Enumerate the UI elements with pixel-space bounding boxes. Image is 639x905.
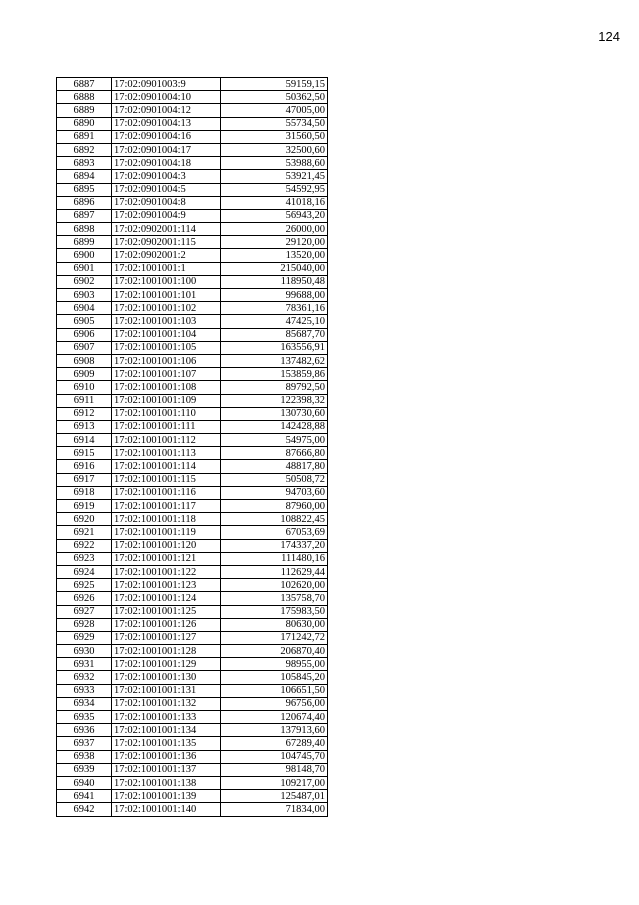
table-row — [57, 526, 328, 539]
row-number-cell: 6931 — [57, 658, 112, 671]
cadastral-value-cell: 13520,00 — [221, 249, 328, 262]
cadastral-value-cell: 96756,00 — [221, 697, 328, 710]
table-row — [57, 539, 328, 552]
cadastral-value-cell: 53988,60 — [221, 157, 328, 170]
cadastral-number-cell: 17:02:0901004:10 — [112, 91, 221, 104]
table-row — [57, 776, 328, 789]
cadastral-value-cell: 98955,00 — [221, 658, 328, 671]
table-row — [57, 790, 328, 803]
cadastral-number-cell: 17:02:0901004:12 — [112, 104, 221, 117]
cadastral-number-cell: 17:02:1001001:127 — [112, 631, 221, 644]
table-row — [57, 631, 328, 644]
cadastral-number-cell: 17:02:0901004:3 — [112, 170, 221, 183]
row-number-cell: 6927 — [57, 605, 112, 618]
table-row — [57, 381, 328, 394]
cadastral-number-cell: 17:02:1001001:123 — [112, 579, 221, 592]
row-number-cell: 6926 — [57, 592, 112, 605]
table-row — [57, 104, 328, 117]
row-number-cell: 6914 — [57, 434, 112, 447]
cadastral-value-cell: 29120,00 — [221, 236, 328, 249]
cadastral-value-cell: 163556,91 — [221, 341, 328, 354]
cadastral-number-cell: 17:02:1001001:100 — [112, 275, 221, 288]
cadastral-value-cell: 109217,00 — [221, 776, 328, 789]
cadastral-number-cell: 17:02:0901004:18 — [112, 157, 221, 170]
table-row — [57, 91, 328, 104]
cadastral-value-cell: 50362,50 — [221, 91, 328, 104]
cadastral-value-cell: 105845,20 — [221, 671, 328, 684]
cadastral-number-cell: 17:02:1001001:117 — [112, 500, 221, 513]
cadastral-value-cell: 215040,00 — [221, 262, 328, 275]
cadastral-value-cell: 175983,50 — [221, 605, 328, 618]
row-number-cell: 6900 — [57, 249, 112, 262]
table-row — [57, 513, 328, 526]
cadastral-value-table — [56, 77, 328, 817]
cadastral-number-cell: 17:02:0901004:13 — [112, 117, 221, 130]
row-number-cell: 6930 — [57, 645, 112, 658]
row-number-cell: 6915 — [57, 447, 112, 460]
row-number-cell: 6904 — [57, 302, 112, 315]
cadastral-value-cell: 108822,45 — [221, 513, 328, 526]
row-number-cell: 6898 — [57, 223, 112, 236]
cadastral-number-cell: 17:02:1001001:136 — [112, 750, 221, 763]
row-number-cell: 6889 — [57, 104, 112, 117]
cadastral-value-cell: 171242,72 — [221, 631, 328, 644]
cadastral-value-cell: 104745,70 — [221, 750, 328, 763]
cadastral-value-cell: 137482,62 — [221, 354, 328, 367]
cadastral-number-cell: 17:02:1001001:102 — [112, 302, 221, 315]
row-number-cell: 6935 — [57, 711, 112, 724]
table-row — [57, 117, 328, 130]
cadastral-value-cell: 118950,48 — [221, 275, 328, 288]
cadastral-number-cell: 17:02:1001001:126 — [112, 618, 221, 631]
row-number-cell: 6910 — [57, 381, 112, 394]
row-number-cell: 6919 — [57, 500, 112, 513]
cadastral-number-cell: 17:02:0901004:5 — [112, 183, 221, 196]
cadastral-value-cell: 206870,40 — [221, 645, 328, 658]
row-number-cell: 6938 — [57, 750, 112, 763]
cadastral-number-cell: 17:02:1001001:139 — [112, 790, 221, 803]
table-row — [57, 223, 328, 236]
row-number-cell: 6941 — [57, 790, 112, 803]
cadastral-number-cell: 17:02:1001001:1 — [112, 262, 221, 275]
table-row — [57, 565, 328, 578]
cadastral-value-cell: 94703,60 — [221, 486, 328, 499]
cadastral-value-cell: 89792,50 — [221, 381, 328, 394]
cadastral-number-cell: 17:02:1001001:115 — [112, 473, 221, 486]
row-number-cell: 6905 — [57, 315, 112, 328]
cadastral-number-cell: 17:02:1001001:130 — [112, 671, 221, 684]
cadastral-number-cell: 17:02:1001001:138 — [112, 776, 221, 789]
cadastral-value-cell: 32500,60 — [221, 143, 328, 156]
row-number-cell: 6936 — [57, 724, 112, 737]
row-number-cell: 6934 — [57, 697, 112, 710]
row-number-cell: 6929 — [57, 631, 112, 644]
cadastral-number-cell: 17:02:1001001:129 — [112, 658, 221, 671]
cadastral-number-cell: 17:02:1001001:114 — [112, 460, 221, 473]
cadastral-number-cell: 17:02:1001001:110 — [112, 407, 221, 420]
row-number-cell: 6890 — [57, 117, 112, 130]
table-row — [57, 592, 328, 605]
cadastral-number-cell: 17:02:1001001:122 — [112, 565, 221, 578]
table-row — [57, 460, 328, 473]
row-number-cell: 6923 — [57, 552, 112, 565]
cadastral-value-cell: 99688,00 — [221, 289, 328, 302]
table-row — [57, 354, 328, 367]
cadastral-value-cell: 137913,60 — [221, 724, 328, 737]
table-row — [57, 315, 328, 328]
table-row — [57, 420, 328, 433]
row-number-cell: 6925 — [57, 579, 112, 592]
row-number-cell: 6895 — [57, 183, 112, 196]
cadastral-value-cell: 54975,00 — [221, 434, 328, 447]
cadastral-number-cell: 17:02:1001001:113 — [112, 447, 221, 460]
table-row — [57, 763, 328, 776]
cadastral-value-cell: 120674,40 — [221, 711, 328, 724]
row-number-cell: 6892 — [57, 143, 112, 156]
row-number-cell: 6913 — [57, 420, 112, 433]
row-number-cell: 6896 — [57, 196, 112, 209]
cadastral-value-cell: 48817,80 — [221, 460, 328, 473]
cadastral-number-cell: 17:02:1001001:131 — [112, 684, 221, 697]
cadastral-value-cell: 78361,16 — [221, 302, 328, 315]
cadastral-number-cell: 17:02:1001001:133 — [112, 711, 221, 724]
cadastral-value-cell: 135758,70 — [221, 592, 328, 605]
cadastral-number-cell: 17:02:1001001:116 — [112, 486, 221, 499]
cadastral-number-cell: 17:02:1001001:109 — [112, 394, 221, 407]
table-row — [57, 275, 328, 288]
table-row — [57, 143, 328, 156]
table-row — [57, 394, 328, 407]
table-row — [57, 368, 328, 381]
row-number-cell: 6932 — [57, 671, 112, 684]
cadastral-value-cell: 112629,44 — [221, 565, 328, 578]
table-row — [57, 341, 328, 354]
table-row — [57, 684, 328, 697]
cadastral-number-cell: 17:02:1001001:118 — [112, 513, 221, 526]
row-number-cell: 6887 — [57, 78, 112, 91]
cadastral-number-cell: 17:02:0901003:9 — [112, 78, 221, 91]
row-number-cell: 6907 — [57, 341, 112, 354]
table-row — [57, 724, 328, 737]
cadastral-value-cell: 53921,45 — [221, 170, 328, 183]
table-row — [57, 697, 328, 710]
cadastral-value-cell: 26000,00 — [221, 223, 328, 236]
cadastral-value-cell: 153859,86 — [221, 368, 328, 381]
row-number-cell: 6916 — [57, 460, 112, 473]
row-number-cell: 6897 — [57, 209, 112, 222]
cadastral-number-cell: 17:02:1001001:124 — [112, 592, 221, 605]
table-row — [57, 579, 328, 592]
cadastral-value-cell: 71834,00 — [221, 803, 328, 816]
row-number-cell: 6908 — [57, 354, 112, 367]
cadastral-number-cell: 17:02:1001001:132 — [112, 697, 221, 710]
cadastral-number-cell: 17:02:0901004:8 — [112, 196, 221, 209]
table-row — [57, 711, 328, 724]
cadastral-number-cell: 17:02:0901004:16 — [112, 130, 221, 143]
cadastral-value-cell: 47425,10 — [221, 315, 328, 328]
row-number-cell: 6888 — [57, 91, 112, 104]
cadastral-value-cell: 102620,00 — [221, 579, 328, 592]
table-row — [57, 289, 328, 302]
cadastral-number-cell: 17:02:1001001:111 — [112, 420, 221, 433]
row-number-cell: 6909 — [57, 368, 112, 381]
cadastral-value-cell: 122398,32 — [221, 394, 328, 407]
cadastral-value-cell: 130730,60 — [221, 407, 328, 420]
cadastral-value-cell: 98148,70 — [221, 763, 328, 776]
row-number-cell: 6906 — [57, 328, 112, 341]
cadastral-number-cell: 17:02:1001001:120 — [112, 539, 221, 552]
cadastral-number-cell: 17:02:1001001:112 — [112, 434, 221, 447]
table-body — [57, 78, 328, 817]
table-row — [57, 658, 328, 671]
cadastral-value-cell: 111480,16 — [221, 552, 328, 565]
table-row — [57, 262, 328, 275]
cadastral-value-cell: 142428,88 — [221, 420, 328, 433]
table-row — [57, 605, 328, 618]
page-number: 124 — [598, 29, 620, 44]
cadastral-number-cell: 17:02:1001001:137 — [112, 763, 221, 776]
cadastral-number-cell: 17:02:1001001:107 — [112, 368, 221, 381]
row-number-cell: 6937 — [57, 737, 112, 750]
cadastral-value-cell: 67289,40 — [221, 737, 328, 750]
table-row — [57, 434, 328, 447]
cadastral-number-cell: 17:02:1001001:104 — [112, 328, 221, 341]
row-number-cell: 6942 — [57, 803, 112, 816]
table-row — [57, 645, 328, 658]
cadastral-value-cell: 87666,80 — [221, 447, 328, 460]
cadastral-value-cell: 56943,20 — [221, 209, 328, 222]
table-row — [57, 78, 328, 91]
table-row — [57, 737, 328, 750]
row-number-cell: 6912 — [57, 407, 112, 420]
cadastral-value-cell: 85687,70 — [221, 328, 328, 341]
row-number-cell: 6939 — [57, 763, 112, 776]
cadastral-number-cell: 17:02:0902001:114 — [112, 223, 221, 236]
table-row — [57, 447, 328, 460]
table-row — [57, 473, 328, 486]
cadastral-value-cell: 47005,00 — [221, 104, 328, 117]
table-row — [57, 618, 328, 631]
cadastral-value-cell: 87960,00 — [221, 500, 328, 513]
cadastral-value-cell: 174337,20 — [221, 539, 328, 552]
row-number-cell: 6891 — [57, 130, 112, 143]
cadastral-value-cell: 50508,72 — [221, 473, 328, 486]
cadastral-value-cell: 41018,16 — [221, 196, 328, 209]
cadastral-value-cell: 106651,50 — [221, 684, 328, 697]
table-row — [57, 552, 328, 565]
table-row — [57, 671, 328, 684]
cadastral-number-cell: 17:02:1001001:140 — [112, 803, 221, 816]
row-number-cell: 6917 — [57, 473, 112, 486]
row-number-cell: 6894 — [57, 170, 112, 183]
row-number-cell: 6928 — [57, 618, 112, 631]
table-row — [57, 249, 328, 262]
row-number-cell: 6921 — [57, 526, 112, 539]
row-number-cell: 6918 — [57, 486, 112, 499]
cadastral-value-cell: 31560,50 — [221, 130, 328, 143]
row-number-cell: 6902 — [57, 275, 112, 288]
table-row — [57, 157, 328, 170]
table-row — [57, 500, 328, 513]
cadastral-value-cell: 54592,95 — [221, 183, 328, 196]
cadastral-number-cell: 17:02:1001001:119 — [112, 526, 221, 539]
cadastral-value-cell: 80630,00 — [221, 618, 328, 631]
table-row — [57, 750, 328, 763]
table-row — [57, 302, 328, 315]
row-number-cell: 6940 — [57, 776, 112, 789]
table-row — [57, 209, 328, 222]
row-number-cell: 6911 — [57, 394, 112, 407]
row-number-cell: 6924 — [57, 565, 112, 578]
row-number-cell: 6901 — [57, 262, 112, 275]
row-number-cell: 6893 — [57, 157, 112, 170]
cadastral-number-cell: 17:02:1001001:135 — [112, 737, 221, 750]
cadastral-number-cell: 17:02:1001001:103 — [112, 315, 221, 328]
cadastral-number-cell: 17:02:0902001:2 — [112, 249, 221, 262]
table-row — [57, 196, 328, 209]
table-row — [57, 486, 328, 499]
row-number-cell: 6933 — [57, 684, 112, 697]
cadastral-number-cell: 17:02:1001001:121 — [112, 552, 221, 565]
cadastral-number-cell: 17:02:0901004:17 — [112, 143, 221, 156]
cadastral-number-cell: 17:02:1001001:108 — [112, 381, 221, 394]
table-row — [57, 803, 328, 816]
cadastral-number-cell: 17:02:0902001:115 — [112, 236, 221, 249]
cadastral-value-cell: 125487,01 — [221, 790, 328, 803]
row-number-cell: 6903 — [57, 289, 112, 302]
cadastral-value-cell: 55734,50 — [221, 117, 328, 130]
cadastral-number-cell: 17:02:0901004:9 — [112, 209, 221, 222]
row-number-cell: 6922 — [57, 539, 112, 552]
table-row — [57, 236, 328, 249]
cadastral-number-cell: 17:02:1001001:134 — [112, 724, 221, 737]
cadastral-value-cell: 59159,15 — [221, 78, 328, 91]
row-number-cell: 6920 — [57, 513, 112, 526]
cadastral-number-cell: 17:02:1001001:125 — [112, 605, 221, 618]
cadastral-value-cell: 67053,69 — [221, 526, 328, 539]
table-row — [57, 170, 328, 183]
cadastral-number-cell: 17:02:1001001:101 — [112, 289, 221, 302]
table-row — [57, 183, 328, 196]
table-row — [57, 407, 328, 420]
cadastral-number-cell: 17:02:1001001:106 — [112, 354, 221, 367]
cadastral-number-cell: 17:02:1001001:105 — [112, 341, 221, 354]
row-number-cell: 6899 — [57, 236, 112, 249]
cadastral-number-cell: 17:02:1001001:128 — [112, 645, 221, 658]
table-row — [57, 328, 328, 341]
table-row — [57, 130, 328, 143]
